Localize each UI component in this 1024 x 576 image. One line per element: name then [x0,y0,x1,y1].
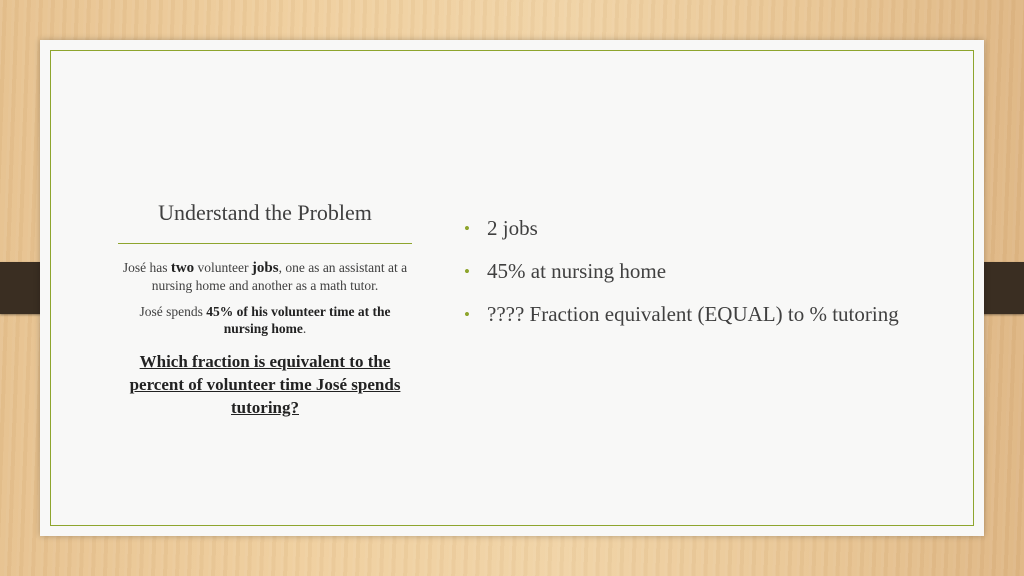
description-paragraph-1 [118,259,412,294]
title-divider [118,243,412,244]
description-paragraph-2 [118,303,412,337]
desc-bold-jobs: jobs [251,260,279,276]
problem-description [118,259,412,428]
list-item [460,213,930,244]
desc-bold-percent: 45% of his volunteer time at the nursing home [206,304,391,336]
bullet-dot-icon: • [464,219,470,238]
problem-question: Which fraction is equivalent to the percent of volunteer time José spends tutoring? [129,352,401,417]
list-item [460,299,930,330]
slide-title: Understand the Problem [158,200,372,225]
desc-text: volunteer [194,260,252,275]
bullet-text: ???? Fraction equivalent (EQUAL) to % tutoring [487,302,899,326]
bullet-dot-icon: • [464,305,470,324]
desc-text: , one as an assistant at a nursing home and another as a math tutor. [151,260,408,293]
list-item [460,256,930,287]
desc-bold-two: two [170,260,195,276]
desc-text: . [302,321,307,336]
bullet-text: 45% at nursing home [487,259,667,283]
desc-text: José spends [139,304,207,319]
bullet-list [460,213,930,342]
bullet-dot-icon: • [464,262,470,281]
bullet-text: 2 jobs [487,216,538,240]
slide [40,40,984,536]
desc-text: José has [122,260,171,275]
